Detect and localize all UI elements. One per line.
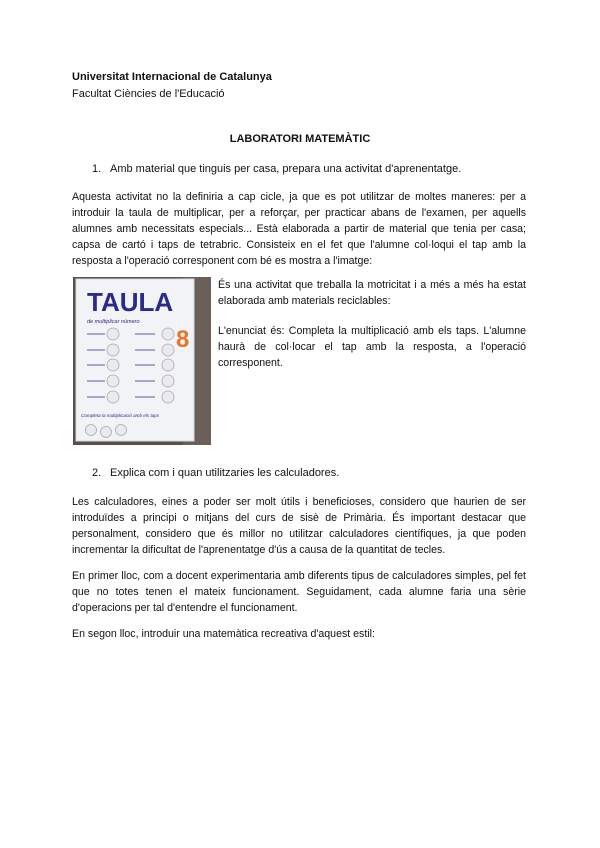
- answer-2-paragraph-2: [72, 568, 526, 616]
- paragraph: En segon lloc, introduir una matemàtica recreativa d'aquest estil:: [72, 628, 375, 640]
- question-text: Amb material que tinguis per casa, prepara una activitat d'aprenentatge.: [110, 163, 462, 175]
- answer-2-paragraph-1: [72, 494, 526, 558]
- board-title: TAULA: [87, 287, 174, 317]
- activity-photo: [73, 277, 211, 445]
- question-number: 2.: [92, 467, 102, 479]
- question-text: Explica com i quan utilitzaries les calculadores.: [110, 467, 340, 479]
- university-name: Universitat Internacional de Catalunya: [72, 71, 272, 83]
- paragraph: L'enunciat és: Completa la multiplicació amb els taps. L'alumne haurà de col·locar el tap amb la resposta, a l'operació corresponent.: [218, 325, 526, 369]
- answer-1-intro: [72, 189, 526, 269]
- document-title: LABORATORI MATEMÀTIC: [229, 133, 371, 145]
- side-text-1: [218, 277, 526, 309]
- paragraph: És una activitat que treballa la motricitat i a més a més ha estat elaborada amb materials reciclables:: [218, 279, 526, 307]
- paragraph: En primer lloc, com a docent experimentaria amb diferents tipus de calculadores simples, pel fet que no totes tenen el mateix funcionament. Seguidament, cada alumne faria una sèrie d'operacions per tal d'entendre el funcionament.: [72, 570, 526, 614]
- question-number: 1.: [92, 163, 102, 175]
- board-number: 8: [176, 326, 190, 353]
- board-footer: Completa la multiplicació amb els taps: [81, 413, 160, 418]
- faculty-name: Facultat Ciències de l'Educació: [72, 88, 225, 100]
- paragraph: Les calculadores, eines a poder ser molt útils i beneficioses, considero que haurien de ser introduïdes a principi o mitjans del curs de sisè de Primària. És important destacar que personalment, considero que és millor no utilitzar calculadores científiques, ja que poden incrementar la dificultat de l'aprenentatge d'ús a causa de la quantitat de tecles.: [72, 496, 526, 556]
- question-1: [92, 163, 461, 175]
- side-text-2: [218, 323, 526, 371]
- board-subtitle: de multiplicar número: [87, 319, 140, 325]
- answer-2-paragraph-3: [72, 626, 526, 642]
- question-2: [92, 467, 339, 479]
- paragraph: Aquesta activitat no la definiria a cap cicle, ja que es pot utilitzar de moltes maneres: per a introduir la taula de multiplicar, per a reforçar, per practicar abans de l'examen, per aquells alumnes amb necessitats especials... Està elaborada a partir de material que tenia per casa; capsa de cartó i taps de tetrabric. Consisteix en el fet que l'alumne col·loqui el tap amb la resposta a l'operació corresponent com bé es mostra a l'imatge:: [72, 191, 526, 267]
